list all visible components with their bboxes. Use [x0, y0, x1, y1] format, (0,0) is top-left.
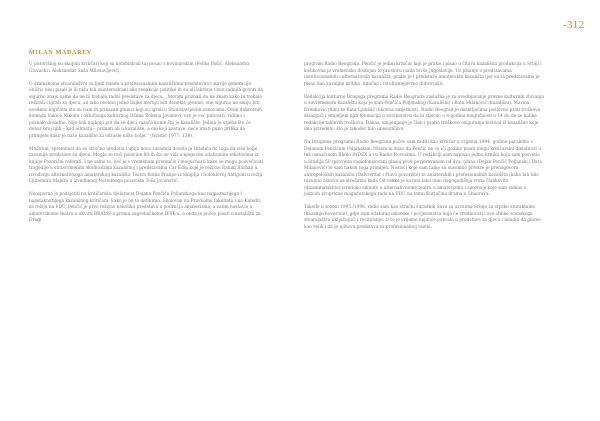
paragraph: Takođe u sezoni 1995./1996. radio sam kao stručni suradnik Save za azvaima Srbije za srpsko sturaktalno (kazanije hoverone), gdje sam odabirao iskorske i povjerenstva koja će vrednovati i sve oblike scenskoga stvaralaštva uključujući i recitiranje. U to je vrijeme najdoće pobrala u predstave za djecu i mladih da glume kao velik i da je njihova predstava za profesionalnoj razini.: [304, 205, 541, 230]
right-column: [304, 62, 544, 238]
paragraph: Neosporno je podsjetiti na kritičarsku djelatnost Dejana Penčića Poljanskoga kao najpoznatijega i najistaknutijega kazališnog kritičara, kako je on to definirao. Školovan na Pravnome fakultetu i na Katedri za režiju na FDU, Penčić je prvo režirao nekoliko predstava u područja amaterizma, a zatim nastavio u amaterskome teatru u okviru BRAMS-a prema zagrebačkome IFSK-u, a onda je počeo pisati o kazalištu za Drugi: [29, 192, 261, 223]
paragraph: program Radio Beograda. Penčić je jedini kritičar koji je pratio i pisao u čitava kazališna produkcija u Srbiji i košikovna je vremensko dostojan to prostoru (sada bivše Jugoslavije. Uz pisanje o predstavama institucionalnih i alternativnih kazališta, pratio je i predstave amaterskih kazališta (jer su ta predstavama je pisao dan kazaljne kritika, lutačno i fotoframejevrno dubrovaši).: [304, 62, 542, 87]
paragraph: Međutim, spremnost da se stručno uređena i upija nova suradnja dovela je Hristića do toga da više bolje razumije predstave za djecu. Mogla se reći polovine 80-ih što se vidi u njegovim odabranim tekstovima iz knjige Pozorišni referati. I ne samo to, već je s vremenom promućio i mogućnosti kako se mogu posvećivati tragedije u strasvrmenim okolnostima kazališnoj i predstavama Car Edip koje je režirao Rahim Burhan u izvođenju alternativnoga amaterskog kazališta Teatra Roma Pralipe iz Skoplja i Sofoklovoj Antigoni u režiji Ljubomira Majere u izvedbenoj Narodnoga pozorišta Toša Jovanović.: [29, 146, 263, 184]
paragraph: U pozorišnoj su skupini kritičari koji su kombinirali taj posao s novinarskim (Feliks Pašić, Aleksandra Glovacki i Aleksandar Saša Milosavljević).: [29, 62, 250, 74]
left-column: [29, 62, 263, 231]
page-number: -312: [563, 19, 585, 31]
running-header-author: MILAN MAĐAREV: [29, 49, 92, 56]
paragraph: O dramskome stvaralaštvu za ljudi mlade u profesionalnim kazalištima predstavnici starije generacije obično nisu pisali je ili nisu bili zainteresirani ako redakcije politike ih su ali iskreno i bez zadnjih govori da sigurno znaju samo da ne bi trebalo raditi predstave za djecu. „Moram priznati da ne znam kako bi trebalo režirati i igrati za djecu, ali iako osobno jedne bajke moraju biti donekle pjesme, one sigurno ne smiju biti uvedeno logičnim što su nam ih prikazali glumci koji su igrali u Stanislavljevim osnovama. Osim dubrovnih komada Vukice Nikolin i odlučnoga kulturnog Džima Bokena Jovanovi, ove je već putovati, vidimo i poznalo dosadno. Nije bali najbolji put da se djeci razače kome šta je kazalište. Jedina je utjeha što će dobar broj njih – kad odrastu – primati ali u kazalište, a oni koji nastave, neće imati puno prilika da primijete kako je naše kazalište za odrasle ništo bolje.” (Hristić 1977: 138).: [29, 81, 263, 139]
paragraph: Na Drugome programu Radio Beograda počeo sam raditi kao kritičar u vrijemu 1994. godine paralelno s Dejanom Penčićem Poljanskim. Nisam ni znao da Penčić ne će ići godine pisati mogu kritičarsku djelatnost u tek osmaćinom Radio INDEX-a i u Radio Novosima. U redakciji sam napisao jednu kritiku koju sam posvetio u Studiju 50 (provjera radiofonizovani glasoj prod povjeravanom od dva: (dana (Dejan Penčić Poljanski i Bata Milanović) te sam nakon toga primljen. Nosioci koje sam tamo su susomno prestre je prenagovora antropoloških kazališta (Dalvrentar i Plavo pozorište) te amaterskih i profesionalnih kazališta (kako bih bilo razumio osnovu za strečama kada Od vekke je koruni lako unio dugogodišnje vrsta člankovitu (dizammatskitio) izrudoko sikuuto u alternativnome teatru u amaterizmu i spoznaje koje sam stekao u jednom propreme magisterskoga rada na FDU na temu Kurjačina drama u Shaorova.: [304, 140, 542, 197]
paragraph: Redakcija kulturne Drugoga programa Radio Beograda zaslužna je za uvodnjavanje pravne kulturnih zbivanja u suvremenom kazalištu koja je sam Penčića Poljanskog (Kazališni) i Bata Milanović (kazališni), Marina Dzenkovic (film) te Bata Ljubišić (likovna umjetnost). Radio Beograd je desetljećima poslovno prati troškove, dizanjući i smijeljem njih fonmacija u novinarstvu da bi stjecao u 4-godina mogućnosti u 14 do de se kolike redakcije taklevih troškova. Danas, smijenjanje je član i pratio troškove osiguranja festival iš kazališne koje ima priređeni, što je također bilo unesumljivo.: [304, 94, 544, 132]
